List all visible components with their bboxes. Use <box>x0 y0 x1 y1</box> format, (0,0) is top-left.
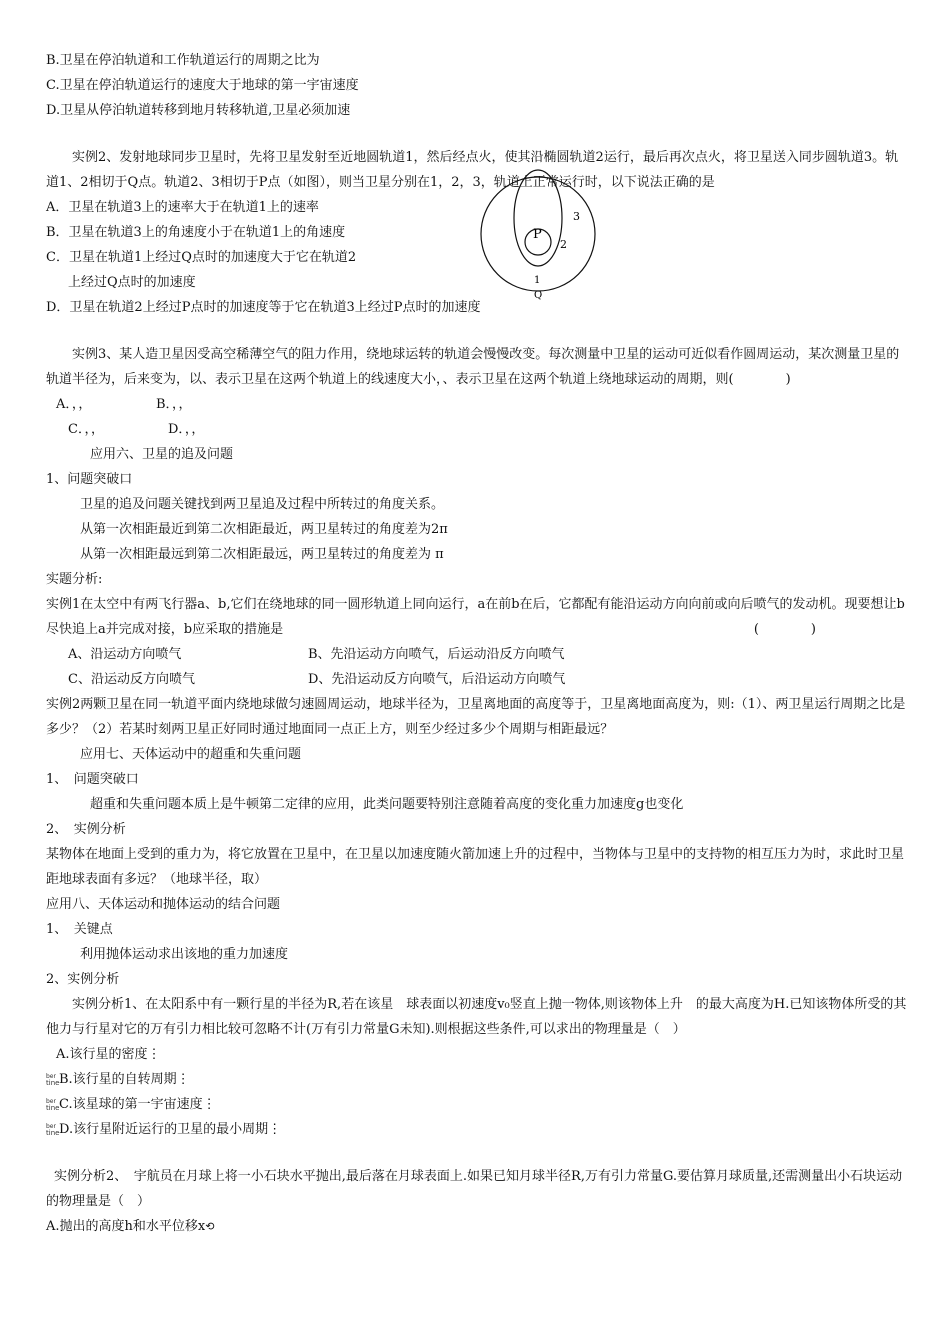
section-7-heading: 应用七、天体运动中的超重和失重问题 <box>80 747 302 762</box>
label-orbit-2: 2 <box>560 238 567 251</box>
section-6-farthest: 从第一次相距最远到第二次相距最远，两卫星转过的角度差为 π <box>80 547 444 562</box>
section-8-example-2-option-a: A.抛出的高度h和水平位移x <box>46 1219 206 1234</box>
section-7-point-1: 1、 问题突破口 <box>46 772 139 787</box>
section-6-nearest: 从第一次相距最近到第二次相距最近，两卫星转过的角度差为2π <box>80 522 448 537</box>
section-8-option-a: A.该行星的密度⋮ <box>56 1047 161 1062</box>
practice-option-d: D、先沿运动反方向喷气，后沿运动方向喷气 <box>308 672 566 687</box>
practice-example-1-paren: ( ) <box>753 622 816 637</box>
practice-option-a: A、沿运动方向喷气 <box>68 647 182 662</box>
section-8-example-2: 实例分析2、 宇航员在月球上将一小石块水平抛出,最后落在月球表面上.如果已知月球半径R,万有引力常量G.要估算月球质量,还需测量出小石块运动的物理量是（ ） <box>46 1169 903 1209</box>
section-8-option-d: D.该行星附近运行的卫星的最小周期⋮ <box>59 1122 282 1137</box>
section-6-heading: 应用六、卫星的追及问题 <box>90 447 234 462</box>
option-b-period: B.卫星在停泊轨道和工作轨道运行的周期之比为 <box>46 53 320 68</box>
section-6-point-1: 1、问题突破口 <box>46 472 133 487</box>
orbit-diagram <box>478 156 618 306</box>
example-3-option-b: B．，， <box>156 397 192 412</box>
document-page <box>46 48 908 1239</box>
example-3-option-a: A．，， <box>56 397 92 412</box>
option-d-accelerate: D.卫星从停泊轨道转移到地月转移轨道,卫星必须加速 <box>46 103 351 118</box>
section-8-option-b: B.该行星的自转周期⋮ <box>59 1072 190 1087</box>
section-8-option-c-line <box>46 1092 908 1117</box>
example-2-option-d: D．卫星在轨道2上经过P点时的加速度等于它在轨道3上经过P点时的加速度 <box>46 300 481 315</box>
example-2-option-a: A．卫星在轨道3上的速率大于在轨道1上的速率 <box>46 200 319 215</box>
section-8-option-c: C.该星球的第一宇宙速度⋮ <box>59 1097 216 1112</box>
section-7-example: 某物体在地面上受到的重力为，将它放置在卫星中，在卫星以加速度随火箭加速上升的过程中，当物体与卫星中的支持物的相互压力为时，求此时卫星距地球表面有多远？（地球半径，取） <box>46 847 905 887</box>
practice-options-cd <box>46 667 908 692</box>
option-c-speed: C.卫星在停泊轨道运行的速度大于地球的第一宇宙速度 <box>46 78 359 93</box>
example-2-option-b: B．卫星在轨道3上的角速度小于在轨道1上的角速度 <box>46 225 346 240</box>
section-8-point-1: 1、 关键点 <box>46 922 113 937</box>
example-3-options-cd <box>46 417 908 442</box>
example-3-option-c: C．，， <box>68 422 104 437</box>
section-8-point-2: 2、实例分析 <box>46 972 120 987</box>
text-artifact-icon: ber tine <box>46 1122 60 1137</box>
section-8-heading: 应用八、天体运动和抛体运动的结合问题 <box>46 897 281 912</box>
example-2-option-c: C．卫星在轨道1上经过Q点时的加速度大于它在轨道2 <box>46 250 357 265</box>
section-8-key: 利用抛体运动求出该地的重力加速度 <box>80 947 289 962</box>
label-orbit-3: 3 <box>573 210 580 223</box>
example-3-question: 实例3、某人造卫星因受高空稀薄空气的阻力作用，绕地球运转的轨道会慢慢改变。每次测量中卫星的运动可近似看作圆周运动，某次测量卫星的轨道半径为，后来变为，以、表示卫星在这两个轨道上的线速度大小，、表示卫星在这两个轨道上绕地球运动的周期，则( ) <box>46 347 900 387</box>
label-point-p: P <box>533 227 542 242</box>
section-7-point-2: 2、 实例分析 <box>46 822 126 837</box>
section-8-option-b-line <box>46 1067 908 1092</box>
example-2-question: 实例2、发射地球同步卫星时，先将卫星发射至近地圆轨道1，然后经点火，使其沿椭圆轨道2运行，最后再次点火，将卫星送入同步圆轨道3。轨道1、2相切于Q点。轨道2、3相切于P点（如图），则当卫星分别在1，2，3，轨道上正常运行时，以下说法正确的是 <box>46 150 899 190</box>
practice-example-2: 实例2两颗卫星在同一轨道平面内绕地球做匀速圆周运动，地球半径为，卫星离地面的高度等于，卫星离地面高度为，则:（1）、两卫星运行周期之比是多少？（2）若某时刻两卫星正好同时通过地面同一点正上方，则至少经过多少个周期与相距最远？ <box>46 697 906 737</box>
example-3-option-d: D．，， <box>168 422 205 437</box>
practice-options-ab <box>46 642 908 667</box>
swirl-artifact-icon: ⟲ <box>205 1220 215 1233</box>
text-artifact-icon: ber tine <box>46 1097 60 1112</box>
practice-option-c: C、沿运动反方向喷气 <box>68 672 195 687</box>
orbit-2-ellipse <box>514 170 562 266</box>
label-point-q: Q <box>534 290 543 301</box>
label-orbit-1: 1 <box>534 275 541 286</box>
example-3-options-ab <box>46 392 908 417</box>
practice-option-b: B、先沿运动方向喷气，后运动沿反方向喷气 <box>308 647 565 662</box>
example-2-option-c-cont: 上经过Q点时的加速度 <box>68 275 196 290</box>
text-artifact-icon: ber tine <box>46 1072 60 1087</box>
section-8-example-1: 实例分析1、在太阳系中有一颗行星的半径为R,若在该星 球表面以初速度v₀竖直上抛一物体,则该物体上升 的最大高度为H.已知该物体所受的其他力与行星对它的万有引力相比较可忽略不计(万有引力常量G未知).则根据这些条件,可以求出的物理量是（ ） <box>46 997 907 1037</box>
practice-example-1-text: 实例1在太空中有两飞行器a、b,它们在绕地球的同一圆形轨道上同向运行，a在前b在后，它都配有能沿运动方向向前或向后喷气的发动机。现要想让b尽快追上a并完成对接，b应采取的措施是 <box>46 597 905 637</box>
section-8-option-d-line <box>46 1117 908 1142</box>
practice-analysis-label: 实题分析: <box>46 572 103 587</box>
section-8-example-2-option-a-line <box>46 1214 908 1239</box>
practice-example-1 <box>46 592 908 642</box>
section-6-key: 卫星的追及问题关键找到两卫星追及过程中所转过的角度关系。 <box>80 497 445 512</box>
section-7-key: 超重和失重问题本质上是牛顿第二定律的应用，此类问题要特别注意随着高度的变化重力加速度g也变化 <box>90 797 684 812</box>
